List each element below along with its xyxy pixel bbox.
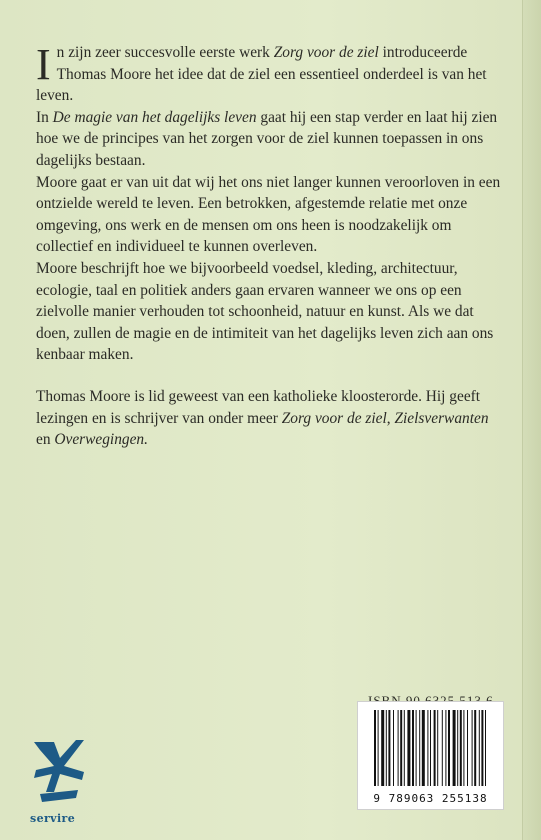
blurb-paragraph-3: Moore gaat er van uit dat wij het ons niet langer kunnen veroorloven in een ontzielde wereld te leven. Een betrokken, afgestemde relatie met onze omgeving, ons werk en de mensen om ons heen is noodzakelijk om collectief en individueel te kunnen overleven. bbox=[36, 173, 501, 256]
bio-separator: , bbox=[386, 409, 395, 427]
book-title-zorg: Zorg voor de ziel bbox=[273, 44, 379, 61]
blurb-p1-text-a: n zijn zeer succesvolle eerste werk bbox=[56, 44, 274, 61]
blurb-p2-text-a: In bbox=[36, 108, 53, 126]
blurb-p1-text-b: introduceerde Thomas Moore het idee dat de ziel een essentieel onderdeel is van het leven. bbox=[36, 44, 487, 105]
author-bio-text: Thomas Moore is lid geweest van een katholieke kloosterorde. Hij geeft lezingen en is schrijver van onder meer bbox=[36, 387, 481, 427]
bio-title-3: Overwegingen. bbox=[54, 431, 148, 449]
bio-and: en bbox=[36, 431, 55, 449]
barcode-bars bbox=[358, 702, 503, 792]
spine-edge bbox=[522, 0, 541, 840]
publisher-name: servire bbox=[30, 812, 76, 825]
author-bio bbox=[36, 386, 506, 451]
barcode bbox=[357, 701, 504, 810]
servire-logo-icon bbox=[30, 736, 86, 814]
drop-cap: I bbox=[36, 40, 51, 89]
blurb-p2-text-b: gaat hij een stap verder en laat hij zien hoe we de principes van het zorgen voor de ziel kunnen toepassen in ons dagelijks bestaan. bbox=[36, 108, 498, 169]
blurb-paragraph-4: Moore beschrijft hoe we bijvoorbeeld voedsel, kleding, architectuur, ecologie, taal en politiek anders gaan ervaren wanneer we ons op een zielvolle manier verhouden tot schoonheid, natuur en kunst. Als we dat doen, zullen de magie en de intimiteit van het dagelijks leven zich aan ons kenbaar maken. bbox=[36, 259, 494, 364]
blurb-paragraph-1 bbox=[36, 42, 506, 107]
bio-title-1: Zorg voor de ziel bbox=[281, 409, 387, 427]
barcode-number: 9 789063 255138 bbox=[373, 792, 488, 805]
book-title-magie: De magie van het dagelijks leven bbox=[52, 108, 257, 126]
blurb-paragraph-2 bbox=[36, 107, 506, 172]
bio-title-2: Zielsverwanten bbox=[394, 409, 489, 427]
blurb-text bbox=[36, 42, 506, 451]
